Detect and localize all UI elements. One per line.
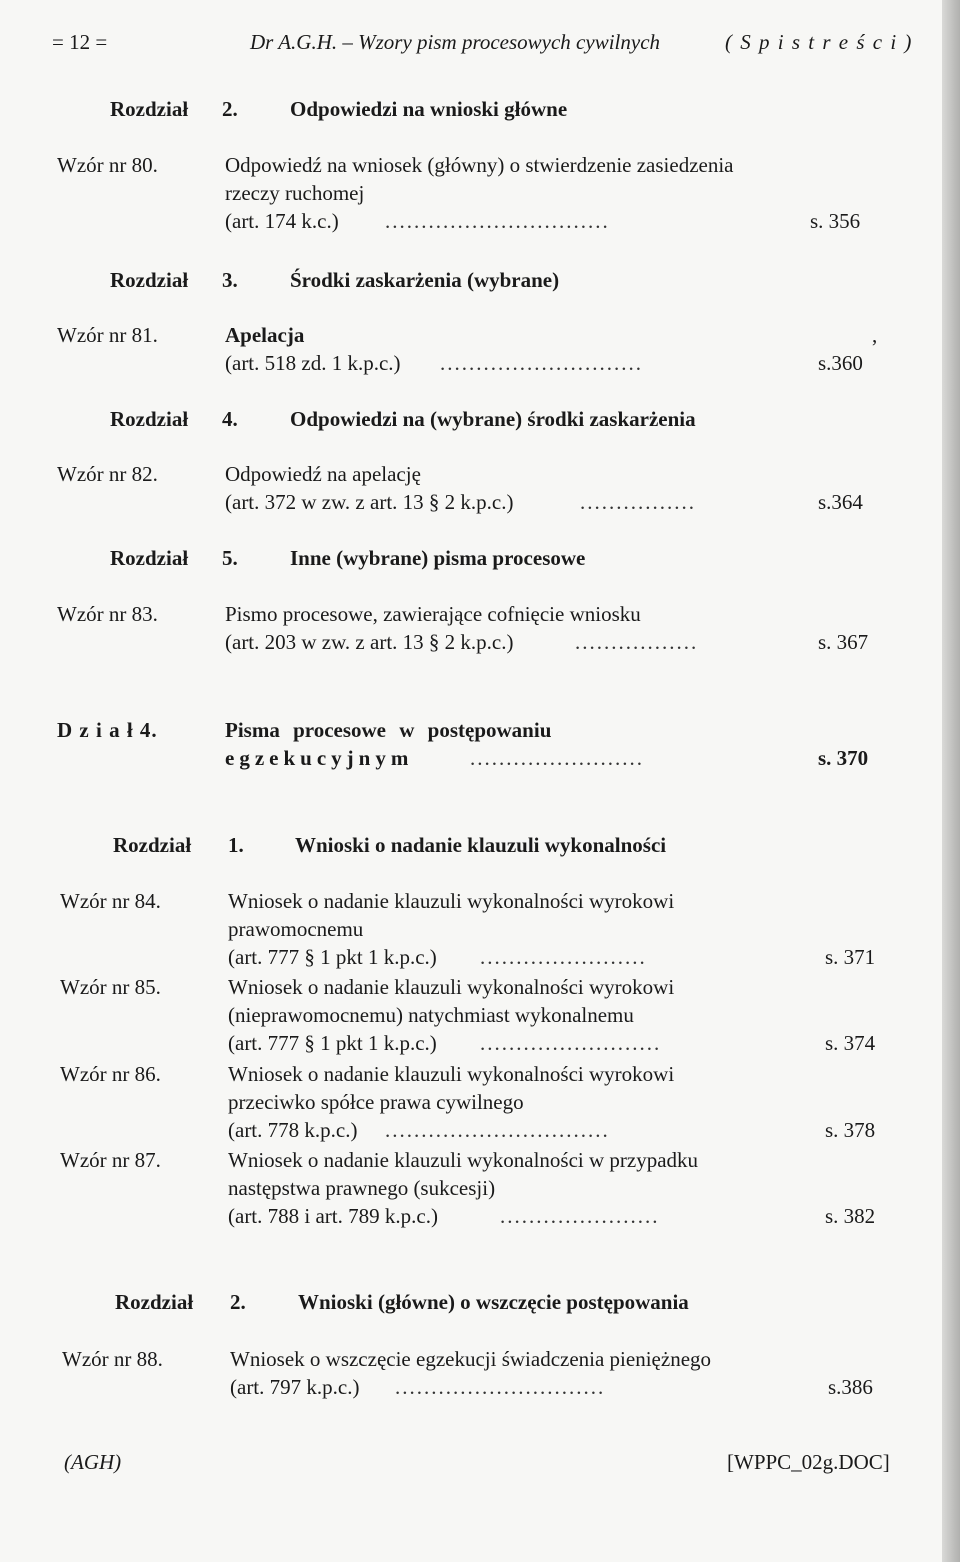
template-label: Wzór nr 86. (60, 1062, 161, 1086)
template-title-line: przeciwko spółce prawa cywilnego (228, 1090, 524, 1114)
template-label: Wzór nr 87. (60, 1148, 161, 1172)
template-title-line: następstwa prawnego (sukcesji) (228, 1176, 496, 1200)
template-title-line: Wniosek o nadanie klauzuli wykonalności wyrokowi (228, 889, 675, 913)
page-reference: s.360 (818, 351, 863, 375)
leader-dots: ........................ (470, 746, 644, 770)
chapter-title: Wnioski (główne) o wszczęcie postępowania (298, 1290, 689, 1314)
template-label: Wzór nr 83. (57, 602, 158, 626)
page-reference: s. 367 (818, 630, 869, 654)
template-title-line: Wniosek o nadanie klauzuli wykonalności wyrokowi (228, 1062, 675, 1086)
chapter-number: 1. (228, 833, 244, 857)
template-reference: (art. 797 k.p.c.) (230, 1375, 360, 1399)
template-label: Wzór nr 81. (57, 323, 158, 347)
template-reference: (art. 174 k.c.) (225, 209, 339, 233)
footer-filename: [WPPC_02g.DOC] (727, 1450, 890, 1474)
leader-dots: ...................... (500, 1204, 660, 1228)
template-reference: (art. 777 § 1 pkt 1 k.p.c.) (228, 945, 437, 969)
template-title-line: Odpowiedź na wniosek (główny) o stwierdzenie zasiedzenia (225, 153, 734, 177)
chapter-number: 4. (222, 407, 238, 431)
template-title-line: Wniosek o nadanie klauzuli wykonalności w przypadku (228, 1148, 699, 1172)
template-reference: (art. 788 i art. 789 k.p.c.) (228, 1204, 438, 1228)
template-reference: (art. 778 k.p.c.) (228, 1118, 358, 1142)
chapter-label: Rozdział (110, 268, 189, 292)
leader-dots: ................. (575, 630, 699, 654)
page-reference: s.386 (828, 1375, 873, 1399)
chapter-number: 2. (230, 1290, 246, 1314)
leader-dots: ............................... (385, 1118, 610, 1142)
template-title-line: Apelacja (225, 323, 305, 347)
leader-dots: ............................... (385, 209, 610, 233)
template-reference: (art. 777 § 1 pkt 1 k.p.c.) (228, 1031, 437, 1055)
leader-dots: ....................... (480, 945, 647, 969)
page-reference: s. 371 (825, 945, 876, 969)
chapter-number: 5. (222, 546, 238, 570)
template-reference: (art. 372 w zw. z art. 13 § 2 k.p.c.) (225, 490, 514, 514)
footer-author: (AGH) (64, 1450, 122, 1474)
page-reference: s. 356 (810, 209, 861, 233)
trailing-comma: , (872, 323, 878, 347)
leader-dots: ............................ (440, 351, 643, 375)
chapter-label: Rozdział (115, 1290, 194, 1314)
template-label: Wzór nr 84. (60, 889, 161, 913)
template-label: Wzór nr 80. (57, 153, 158, 177)
template-title-line: Wniosek o wszczęcie egzekucji świadczenia pieniężnego (230, 1347, 712, 1371)
template-title-line: rzeczy ruchomej (225, 181, 365, 205)
page-edge (942, 0, 960, 1562)
template-title-line: (nieprawomocnemu) natychmiast wykonalnemu (228, 1003, 634, 1027)
running-section: ( S p i s t r e ś c i ) (725, 30, 913, 54)
chapter-title: Wnioski o nadanie klauzuli wykonalności (295, 833, 667, 857)
page-reference: s. 378 (825, 1118, 876, 1142)
leader-dots: ......................... (480, 1031, 662, 1055)
chapter-label: Rozdział (113, 833, 192, 857)
template-title-line: Odpowiedź na apelację (225, 462, 421, 486)
chapter-number: 3. (222, 268, 238, 292)
template-title-line: Wniosek o nadanie klauzuli wykonalności wyrokowi (228, 975, 675, 999)
page-reference: s. 370 (818, 746, 869, 770)
chapter-title: Środki zaskarżenia (wybrane) (290, 268, 560, 292)
template-title-line: Pismo procesowe, zawierające cofnięcie wniosku (225, 602, 641, 626)
page-reference: s.364 (818, 490, 863, 514)
template-label: Wzór nr 85. (60, 975, 161, 999)
page-number: = 12 = (52, 30, 108, 54)
page-reference: s. 382 (825, 1204, 876, 1228)
template-reference: (art. 518 zd. 1 k.p.c.) (225, 351, 401, 375)
part-label: D z i a ł 4. (57, 718, 158, 742)
chapter-label: Rozdział (110, 407, 189, 431)
part-title-line: egzekucyjnym (225, 746, 414, 770)
chapter-title: Odpowiedzi na (wybrane) środki zaskarżenia (290, 407, 696, 431)
template-title-line: prawomocnemu (228, 917, 364, 941)
part-title-line: Pisma procesowe w postępowaniu (225, 718, 552, 742)
leader-dots: ............................. (395, 1375, 606, 1399)
template-label: Wzór nr 82. (57, 462, 158, 486)
page-reference: s. 374 (825, 1031, 876, 1055)
chapter-label: Rozdział (110, 97, 189, 121)
template-label: Wzór nr 88. (62, 1347, 163, 1371)
running-title: Dr A.G.H. – Wzory pism procesowych cywilnych (250, 30, 661, 54)
chapter-title: Odpowiedzi na wnioski główne (290, 97, 568, 121)
leader-dots: ................ (580, 490, 696, 514)
chapter-label: Rozdział (110, 546, 189, 570)
chapter-number: 2. (222, 97, 238, 121)
chapter-title: Inne (wybrane) pisma procesowe (290, 546, 586, 570)
template-reference: (art. 203 w zw. z art. 13 § 2 k.p.c.) (225, 630, 514, 654)
